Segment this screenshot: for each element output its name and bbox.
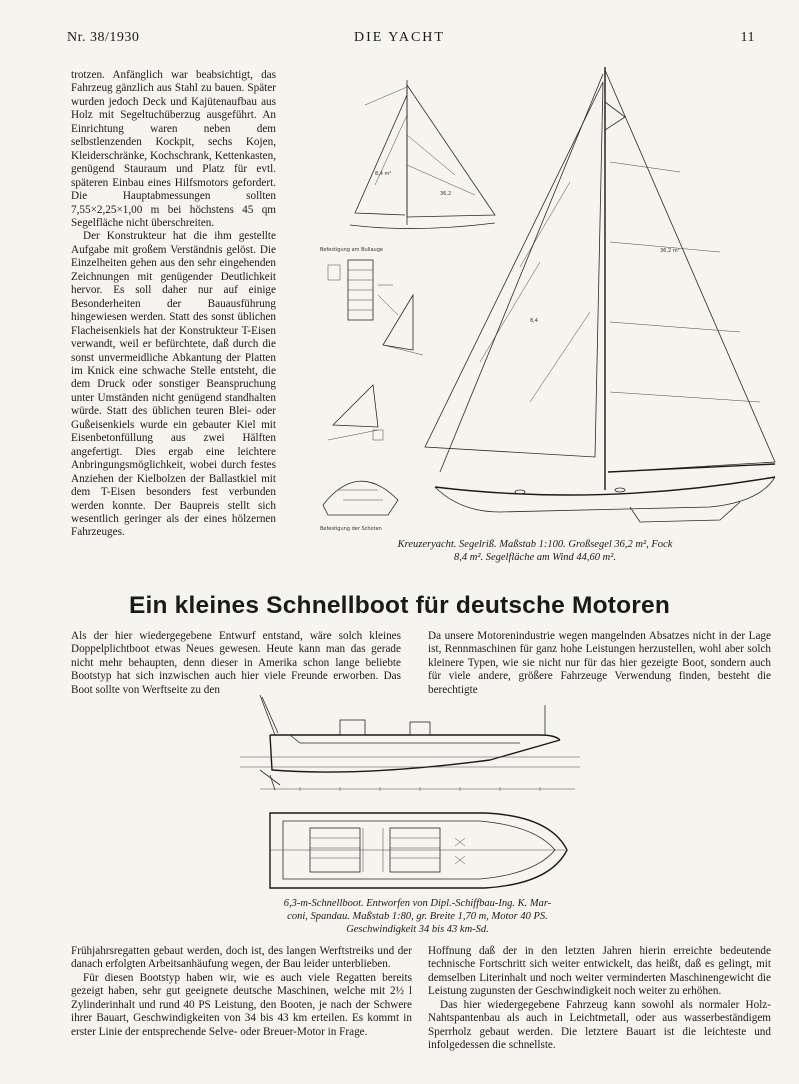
bottom-right-paragraph-2: Das hier wiedergegebene Fahrzeug kann sowohl als normaler Holz-Nahtspantenbau als auch in Leichtmetall, oder aus wasserbeständigem Sperrholz gebaut werden. Die letztere Bauart ist die leichteste und infolgedessen die schnellste. [428,998,771,1052]
article-headline: Ein kleines Schnellboot für deutsche Motoren [128,592,671,619]
svg-text:Befestigung am Bullauge: Befestigung am Bullauge [320,247,383,253]
top-paragraph-2: Der Konstrukteur hat die ihm gestellte Aufgabe mit großem Verständnis gelöst. Die Einzelheiten gehen aus den sehr eingehenden Zeichnungen mit genügender Deutlichkeit hervor. Es soll daher nur auf einige Besonderheiten der Bauausführung hingewiesen werden. Statt des sonst üblichen Flacheisenkiels hat der Konstrukteur T-Eisen verwandt, weil er befürchtete, daß durch die sonst unvermeidliche Abkantung der Platten im Knick eine schwache Stelle entsteht, die dem Druck oder sonstiger Beanspruchung unter Umständen nicht genügend standhalten würde. Statt des üblichen teuren Blei- oder Gußeisenkiels wurde ein gebauter Kiel mit Eisenbetonfüllung aus zwei Hälften angefertigt. Dies ergab eine leichtere Anbringungsmöglichkeit, wobei durch festes Anziehen der Kielbolzen der Ballastkiel mit dem T-Eisen besonders fest verbunden werden konnte. Der Baupreis stellt sich wesentlich geringer als der eines hölzernen Fahrzeuges. [71,230,276,539]
bottom-left-paragraph-2: Für diesen Bootstyp haben wir, wie es auch viele Regatten bereits gezeigt haben, sehr gut geeignete deutsche Maschinen, welche mit 2½ l Zylinderinhalt und rund 40 PS Leistung, den Booten, je nach der Schwere ihrer Bauart, Geschwindigkeiten von 34 bis 43 km erteilen. Es kommt in erster Linie der entsprechende Selve- oder Breuer-Motor in Frage. [71,971,412,1038]
intro-right-column: Da unsere Motorenindustrie wegen mangelnden Absatzes nicht in der Lage ist, Rennmaschinen für ganz hohe Leistungen herzustellen, wohl aber solch kleinere Typen, wie sie nicht nur für das hier gezeigte Boot, sondern auch für viele andere, größere Fahrzeuge Verwendung finden, besteht die berechtigte [428,630,771,696]
boat-caption-line-3: Geschwindigkeit 34 bis 43 km-Sd. [346,924,489,935]
boat-caption-line-1: 6,3-m-Schnellboot. Entworfen von Dipl.-Schiffbau-Ing. K. Mar- [283,898,552,909]
rigging-detail-drawings [318,245,428,545]
intro-left-column: Als der hier wiedergegebene Entwurf entstand, wäre solch kleines Doppelplichtboot etwas Neues gewesen. Heute kann man das gerade nicht mehr behaupten, denn dieser in Amerika schon lange beliebte Bootstyp hat sich inzwischen auch hier viele Freunde erworben. Das Boot sollte von Werftseite zu den [71,630,401,696]
sail-plan-caption [330,538,740,564]
issue-number: Nr. 38/1930 [67,30,140,45]
boat-caption-line-2: coni, Spandau. Maßstab 1:80, gr. Breite 1,70 m, Motor 40 PS. [287,911,548,922]
top-text-column [71,69,276,540]
svg-text:8,4: 8,4 [530,318,538,324]
svg-text:Befestigung der Schoten: Befestigung der Schoten [320,526,382,532]
speedboat-plan-view-drawing [265,808,570,893]
bottom-right-column [428,945,771,1053]
large-sail-plan-drawing [420,62,780,532]
svg-text:36,2 m²: 36,2 m² [660,248,680,254]
bottom-left-column [71,945,412,1039]
journal-title: DIE YACHT [354,30,445,45]
bottom-right-paragraph-1: Hoffnung daß der in den letzten Jahren hierin erreichte bedeutende technische Fortschritt sich weiter entwickelt, das heißt, daß es gelingt, mit demselben Literinhalt und noch weiter verminderten Maschinengewicht die Leistung zugunsten der Geschwindigkeit noch weiter zu erhöhen. [428,945,771,998]
speedboat-caption [250,897,585,936]
page-number: 11 [740,30,755,45]
top-paragraph-1: trotzen. Anfänglich war beabsichtigt, das Fahrzeug gänzlich aus Stahl zu bauen. Später wurden jedoch Deck und Kajütenaufbau aus Holz mit Segeltuchüberzug ausgeführt. An Einrichtung waren neben dem selbstlenzenden Kockpit, sechs Kojen, Kleiderschränke, Kochschrank, Kettenkasten, genügend Stauraum und Platz für evtl. späteren Einbau eines Hilfsmotors gefordert. Die Hauptabmessungen sollten 7,55×2,25×1,00 m bei höchstens 45 qm Segelfläche nicht überschreiten. [71,69,276,229]
svg-text:36,2: 36,2 [440,191,452,197]
svg-text:8,4 m²: 8,4 m² [375,171,392,177]
sail-caption-line-2: 8,4 m². Segelfläche am Wind 44,60 m². [453,552,617,563]
speedboat-profile-drawing [240,695,580,795]
sail-caption-line-1: Kreuzeryacht. Segelriß. Maßstab 1:100. Großsegel 36,2 m², Fock [397,539,673,550]
bottom-left-paragraph-1: Frühjahrsregatten gebaut werden, doch ist, des langen Werftstreiks und der danach erfolgten Arbeitsanhäufung wegen, der Bau leider unterblieben. [71,945,412,971]
